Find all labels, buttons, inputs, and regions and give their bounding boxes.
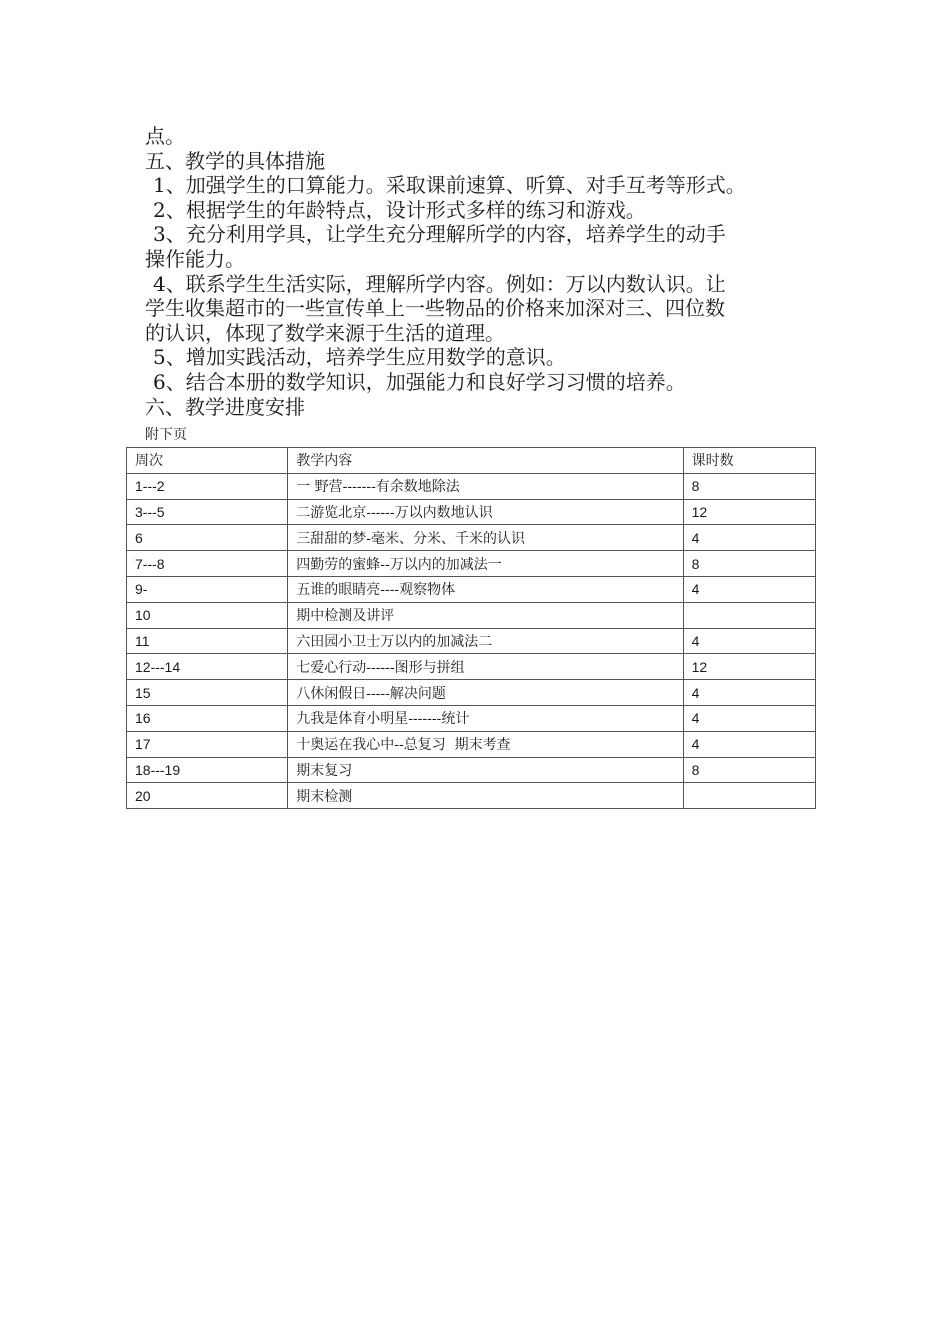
cell-week: 11: [127, 628, 288, 654]
cell-content: 期末复习: [288, 757, 683, 783]
body-text: [145, 124, 815, 419]
cell-hours: 8: [683, 757, 815, 783]
cell-hours: 12: [683, 499, 815, 525]
text-line: 学生收集超市的一些宣传单上一些物品的价格来加深对三、四位数: [145, 296, 725, 321]
text-line: 操作能力。: [145, 246, 245, 271]
cell-week: 18---19: [127, 757, 288, 783]
cell-hours: 4: [683, 628, 815, 654]
cell-week: 17: [127, 731, 288, 757]
cell-content: 七爱心行动------图形与拼组: [288, 654, 683, 680]
cell-content: 期中检测及讲评: [288, 602, 683, 628]
table-header-row: [127, 448, 816, 474]
cell-week: 3---5: [127, 499, 288, 525]
cell-hours: 8: [683, 473, 815, 499]
table-row: [127, 783, 816, 809]
header-content: 教学内容: [288, 448, 683, 474]
schedule-table: [126, 447, 816, 809]
text-line: 5、增加实践活动，培养学生应用数学的意识。: [153, 345, 566, 370]
table-row: [127, 576, 816, 602]
header-week: 周次: [127, 448, 288, 474]
cell-content: 期末检测: [288, 783, 683, 809]
cell-content: 三甜甜的梦-毫米、分米、千米的认识: [288, 525, 683, 551]
table-row: [127, 525, 816, 551]
section-heading-measures: 五、教学的具体措施: [145, 148, 325, 173]
table-row: [127, 602, 816, 628]
cell-content: 八休闲假日-----解决问题: [288, 680, 683, 706]
table-row: [127, 628, 816, 654]
cell-week: 20: [127, 783, 288, 809]
text-line: 3、充分利用学具，让学生充分理解所学的内容，培养学生的动手: [153, 222, 726, 247]
cell-week: 1---2: [127, 473, 288, 499]
text-line: 4、联系学生生活实际，理解所学内容。例如：万以内数认识。让: [153, 271, 726, 296]
table-row: [127, 680, 816, 706]
cell-week: 16: [127, 705, 288, 731]
cell-hours: 4: [683, 576, 815, 602]
cell-content: 二游览北京------万以内数地认识: [288, 499, 683, 525]
cell-week: 9-: [127, 576, 288, 602]
table-row: [127, 499, 816, 525]
cell-hours: [683, 602, 815, 628]
cell-content: 四勤劳的蜜蜂--万以内的加减法一: [288, 551, 683, 577]
cell-week: 6: [127, 525, 288, 551]
cell-content: 一 野营-------有余数地除法: [288, 473, 683, 499]
cell-hours: 12: [683, 654, 815, 680]
table-note: 附下页: [145, 427, 187, 443]
text-line: 2、根据学生的年龄特点，设计形式多样的练习和游戏。: [153, 197, 646, 222]
cell-hours: 4: [683, 525, 815, 551]
table-row: [127, 473, 816, 499]
cell-content: 六田园小卫士万以内的加减法二: [288, 628, 683, 654]
cell-hours: [683, 783, 815, 809]
text-line: 6、结合本册的数学知识，加强能力和良好学习习惯的培养。: [153, 369, 686, 394]
table-row: [127, 757, 816, 783]
table-row: [127, 705, 816, 731]
cell-content: 五谁的眼睛亮----观察物体: [288, 576, 683, 602]
text-line: 点。: [145, 124, 185, 148]
cell-week: 15: [127, 680, 288, 706]
table-row: [127, 654, 816, 680]
table-row: [127, 731, 816, 757]
cell-content: 十奥运在我心中--总复习 期末考查: [288, 731, 683, 757]
text-line: 1、加强学生的口算能力。采取课前速算、听算、对手互考等形式。: [153, 173, 746, 198]
cell-hours: 8: [683, 551, 815, 577]
cell-week: 7---8: [127, 551, 288, 577]
header-hours: 课时数: [683, 448, 815, 474]
table-row: [127, 551, 816, 577]
cell-hours: 4: [683, 705, 815, 731]
cell-hours: 4: [683, 680, 815, 706]
cell-week: 12---14: [127, 654, 288, 680]
cell-hours: 4: [683, 731, 815, 757]
cell-week: 10: [127, 602, 288, 628]
section-heading-schedule: 六、教学进度安排: [145, 394, 305, 419]
text-line: 的认识，体现了数学来源于生活的道理。: [145, 320, 505, 345]
cell-content: 九我是体育小明星-------统计: [288, 705, 683, 731]
